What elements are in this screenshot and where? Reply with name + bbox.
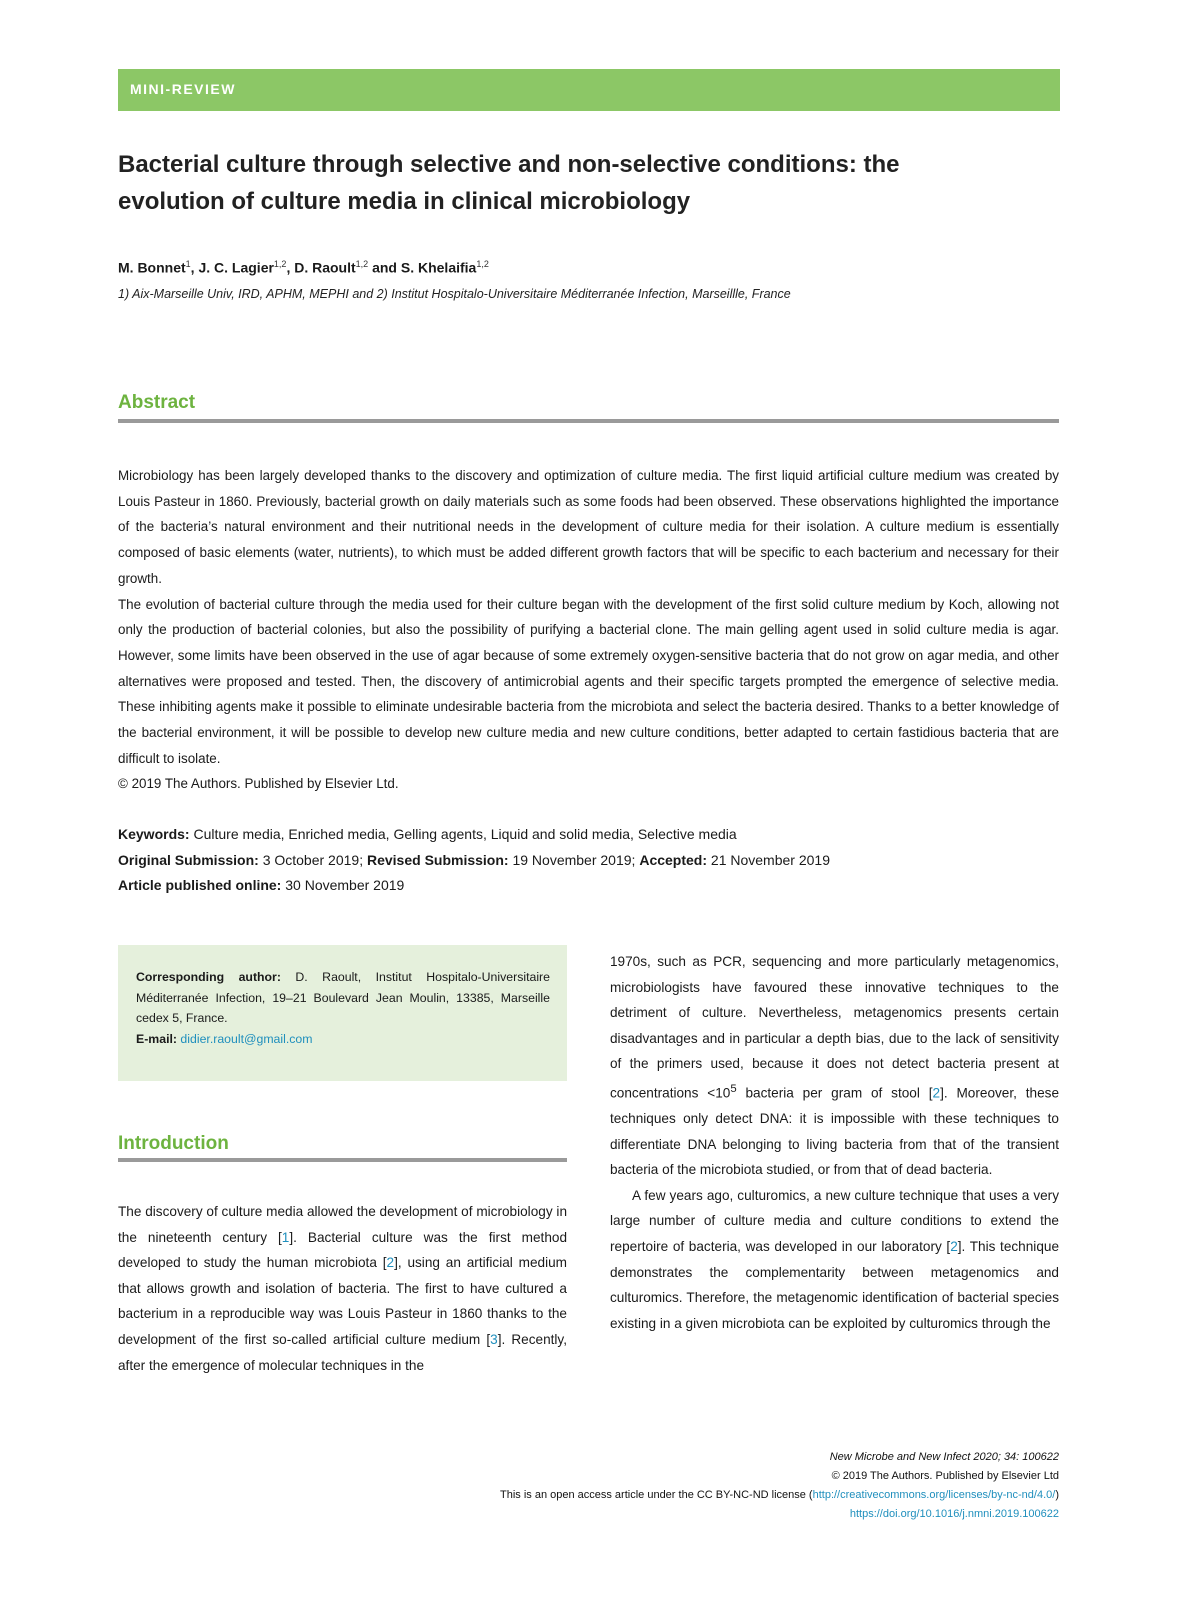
text-span: This is an open access article under the CC BY-NC-ND license ( bbox=[499, 1489, 813, 1501]
abstract-body bbox=[118, 463, 1059, 797]
author-name: S. Khelaifia bbox=[400, 259, 477, 276]
introduction-paragraph bbox=[118, 1199, 567, 1378]
author-name: J. C. Lagier bbox=[198, 259, 274, 276]
submission-line bbox=[118, 848, 830, 874]
text-span: ]. Recently, after the emergence of molecular techniques in the bbox=[118, 1331, 567, 1373]
affiliation-and: and bbox=[352, 287, 374, 301]
original-date: 3 October 2019; bbox=[262, 851, 364, 868]
text-span: ], using an artificial medium that allows growth and isolation of bacteria. The first to have cultured a bacterium in a reproducible way was Louis Pasteur in 1860 thanks to the development of the first so-called artificial culture medium [ bbox=[118, 1255, 567, 1347]
text-span: 1970s, such as PCR, sequencing and more particularly metagenomics, microbiologists have favoured these innovative techniques to the detriment of culture. Nevertheless, metagenomics presents certain disadvantages and in particular a depth bias, due to the lack of sensitivity of the primers used, because it does not detect bacteria present at concentrations <10 bbox=[610, 954, 1059, 1101]
author-name: M. Bonnet bbox=[118, 259, 186, 276]
title-line-2: evolution of culture media in clinical microbiology bbox=[118, 188, 691, 215]
text-span: ]. Bacterial culture was the first method developed to study the human microbiota [ bbox=[118, 1229, 567, 1271]
page-footer bbox=[500, 1448, 1059, 1524]
text-span: ]. Moreover, these techniques only detect DNA: it is impossible with these techniques to differentiate DNA belonging to living bacteria from that of the transient bacteria of the microbiota studied, or from that of dead bacteria. bbox=[610, 1085, 1060, 1178]
email-link[interactable]: didier.raoult@gmail.com bbox=[180, 1031, 313, 1046]
body-paragraph bbox=[610, 1183, 1059, 1337]
author-affiliation-mark: 1,2 bbox=[476, 259, 489, 269]
original-label: Original Submission: bbox=[118, 851, 259, 868]
title-line-1: Bacterial culture through selective and non-selective conditions: the bbox=[118, 151, 900, 178]
citation-link[interactable]: 1 bbox=[281, 1229, 290, 1245]
revised-date: 19 November 2019; bbox=[512, 851, 636, 868]
abstract-divider bbox=[118, 419, 1059, 423]
online-date: 30 November 2019 bbox=[285, 877, 405, 893]
author-separator: and bbox=[368, 259, 401, 276]
license-link[interactable]: http://creativecommons.org/licenses/by-nc-nd/4.0/ bbox=[812, 1489, 1056, 1501]
exponent: 5 bbox=[730, 1082, 737, 1095]
introduction-divider bbox=[118, 1158, 567, 1162]
author-name: D. Raoult bbox=[294, 259, 356, 276]
right-column-body bbox=[610, 949, 1059, 1336]
keywords-line bbox=[118, 822, 830, 848]
introduction-body bbox=[118, 1199, 567, 1378]
author-affiliation-mark: 1,2 bbox=[273, 259, 287, 269]
accepted-label: Accepted: bbox=[639, 851, 708, 868]
affiliation-1: 1) Aix-Marseille Univ, IRD, APHM, MEPHI bbox=[118, 287, 349, 301]
author-separator: , bbox=[286, 259, 295, 276]
doi-link[interactable]: https://doi.org/10.1016/j.nmni.2019.100622 bbox=[849, 1508, 1059, 1520]
body-paragraph bbox=[610, 949, 1059, 1183]
license-line bbox=[500, 1486, 1059, 1505]
email-label: E-mail: bbox=[136, 1031, 177, 1046]
affiliations bbox=[118, 287, 791, 301]
online-line bbox=[118, 873, 830, 899]
article-metadata bbox=[118, 822, 830, 899]
text-span: ]. This technique demonstrates the complementarity between metagenomics and culturomics. Therefore, the metagenomic identification of bacterial species existing in a given microbiota can be exploited by culturomics through the bbox=[610, 1239, 1060, 1331]
affiliation-2: 2) Institut Hospitalo-Universitaire Méditerranée Infection, Marseillle, France bbox=[376, 287, 791, 301]
abstract-copyright: © 2019 The Authors. Published by Elsevier Ltd. bbox=[118, 776, 399, 792]
author-list bbox=[118, 259, 489, 276]
revised-label: Revised Submission: bbox=[366, 851, 509, 868]
introduction-heading: Introduction bbox=[118, 1133, 229, 1154]
corresponding-label: Corresponding author: bbox=[136, 970, 281, 984]
article-title bbox=[118, 146, 1018, 220]
citation-link[interactable]: 2 bbox=[386, 1255, 395, 1271]
article-type-banner bbox=[118, 69, 1060, 111]
keywords-value: Culture media, Enriched media, Gelling agents, Liquid and solid media, Selective media bbox=[193, 826, 737, 842]
citation-link[interactable]: 2 bbox=[950, 1239, 958, 1255]
online-label: Article published online: bbox=[118, 877, 282, 893]
citation-link[interactable]: 3 bbox=[490, 1331, 498, 1347]
article-type-label: MINI-REVIEW bbox=[130, 81, 236, 97]
text-span: bacteria per gram of stool [ bbox=[736, 1085, 933, 1101]
text-span: ) bbox=[1055, 1489, 1059, 1501]
corresponding-author-box bbox=[118, 945, 567, 1081]
corresponding-author-text bbox=[136, 967, 550, 1049]
abstract-heading: Abstract bbox=[118, 392, 196, 413]
abstract-paragraph: Microbiology has been largely developed thanks to the discovery and optimization of culture media. The first liquid artificial culture medium was created by Louis Pasteur in 1860. Previously, bacterial growth on daily materials such as some foods had been observed. These observations highlighted the importance of the bacteria’s natural environment and their nutritional needs in the development of culture media for their isolation. A culture medium is essentially composed of basic elements (water, nutrients), to which must be added different growth factors that will be specific to each bacterium and necessary for their growth. bbox=[118, 468, 1059, 586]
text-span: The discovery of culture media allowed the development of microbiology in the nineteenth century [ bbox=[118, 1204, 567, 1245]
accepted-date: 21 November 2019 bbox=[710, 851, 830, 868]
author-separator: , bbox=[190, 259, 199, 276]
text-span: A few years ago, culturomics, a new culture technique that uses a very large number of culture media and culture conditions to extend the repertoire of bacteria, was developed in our laboratory [ bbox=[610, 1187, 1059, 1255]
keywords-label: Keywords: bbox=[118, 826, 190, 842]
author-affiliation-mark: 1,2 bbox=[355, 259, 369, 269]
citation-link[interactable]: 2 bbox=[932, 1085, 941, 1101]
journal-citation: New Microbe and New Infect 2020; 34: 100622 bbox=[829, 1451, 1059, 1463]
author-affiliation-mark: 1 bbox=[185, 259, 191, 269]
corresponding-address: D. Raoult, Institut Hospitalo-Universitaire Méditerranée Infection, 19–21 Boulevard Jean Moulin, 13385, Marseille cedex 5, France. bbox=[136, 970, 550, 1025]
footer-copyright: © 2019 The Authors. Published by Elsevier Ltd bbox=[831, 1470, 1059, 1482]
abstract-paragraph: The evolution of bacterial culture through the media used for their culture began with the development of the first solid culture medium by Koch, allowing not only the production of bacterial colonies, but also the possibility of purifying a bacterial clone. The main gelling agent used in solid culture media is agar. However, some limits have been observed in the use of agar because of some extremely oxygen-sensitive bacteria that do not grow on agar media, and other alternatives were proposed and tested. Then, the discovery of antimicrobial agents and their specific targets prompted the emergence of selective media. These inhibiting agents make it possible to eliminate undesirable bacteria from the microbiota and select the bacteria desired. Thanks to a better knowledge of the bacterial environment, it will be possible to develop new culture media and new culture conditions, better adapted to certain fastidious bacteria that are difficult to isolate. bbox=[118, 596, 1059, 766]
